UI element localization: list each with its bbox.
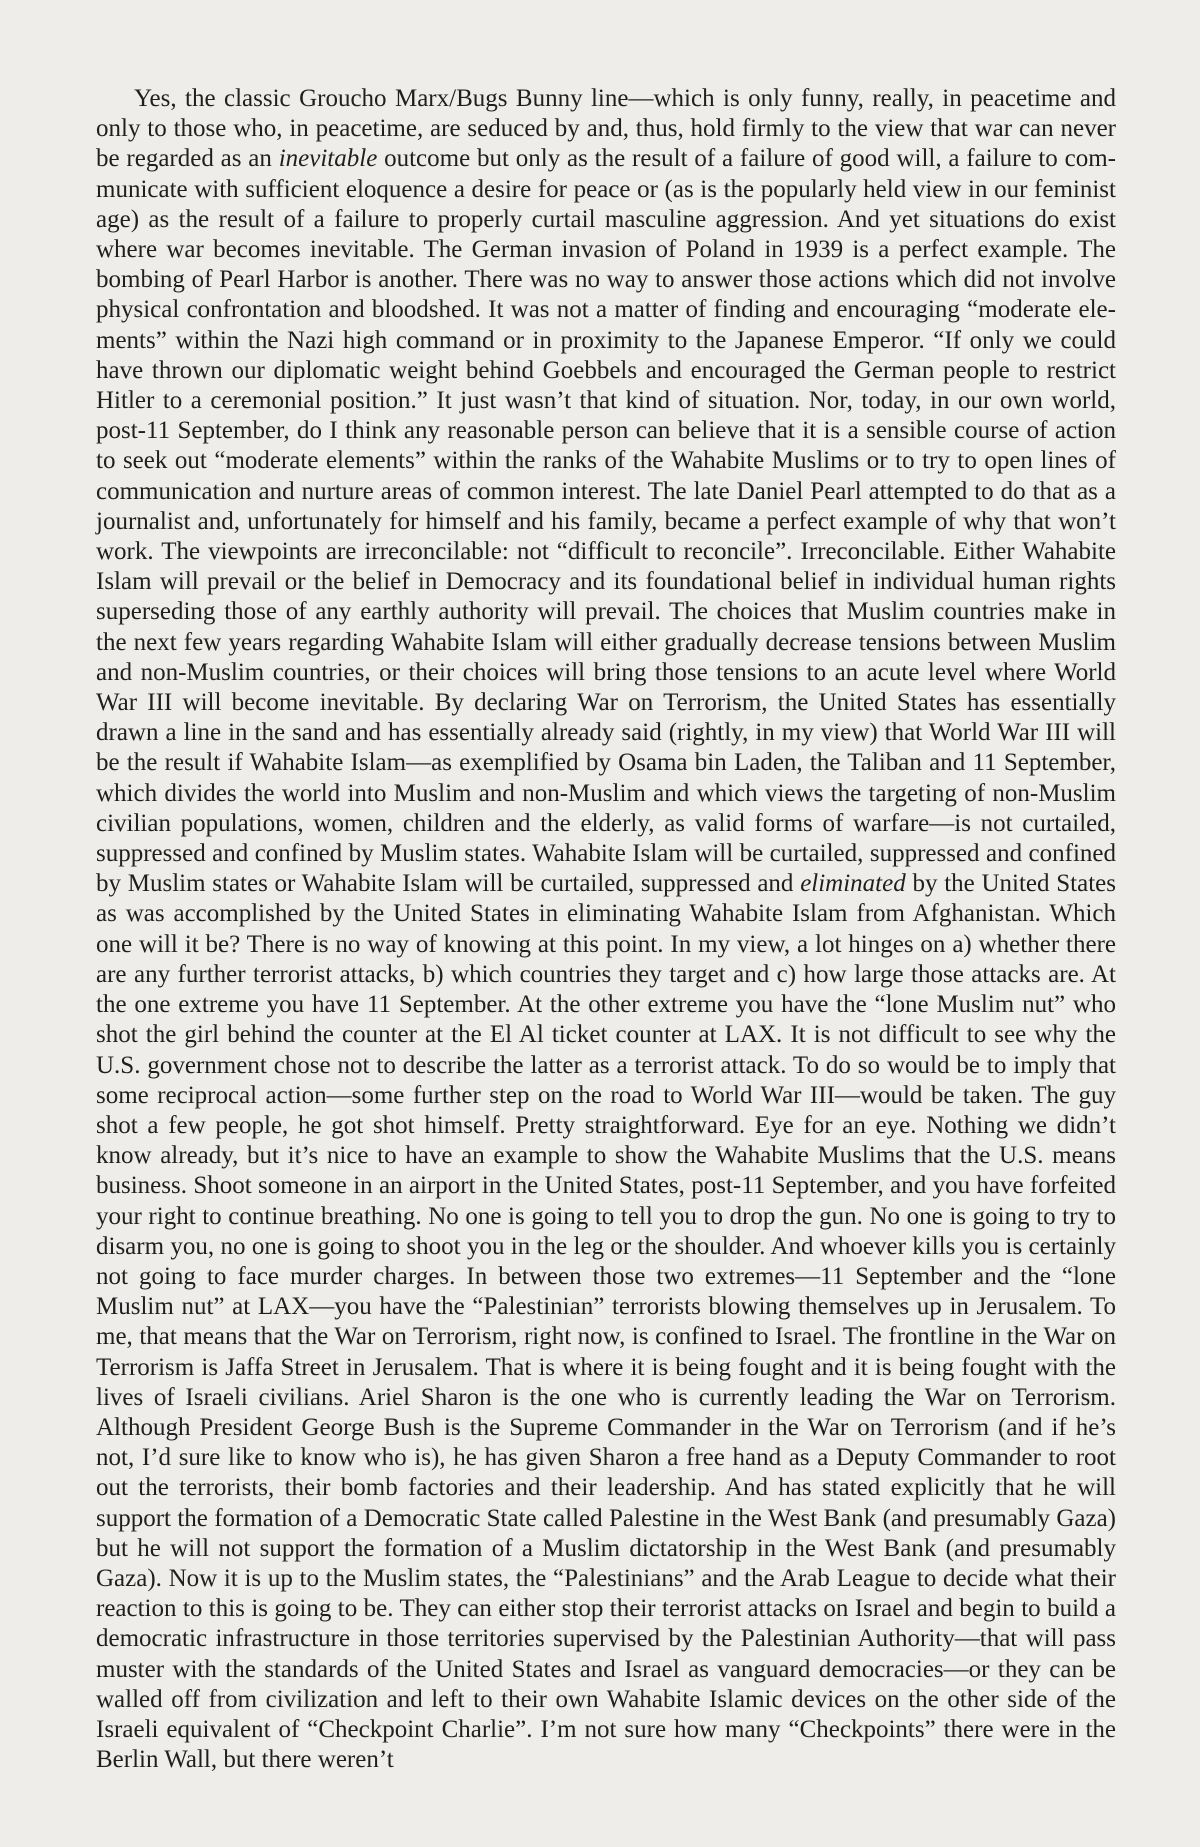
text-segment: outcome but only as the result of a failure of good will, a failure to communicate with sufficient eloquence a desire for peace or (as is the popularly held view in our feminist age) as the result of a failure to properly curtail masculine aggression. And yet situations do exist where war becomes inevitable. The German invasion of Poland in 1939 is a perfect example. The bombing of Pearl Harbor is another. There was no way to answer those actions which did not involve physical confrontation and bloodshed. It was not a matter of finding and encouraging “moderate elements” within the Nazi high command or in proximity to the Japanese Emperor. “If only we could have thrown our diplomatic weight behind Goebbels and encouraged the German people to restrict Hitler to a ceremonial position.” It just wasn’t that kind of situation. Nor, today, in our own world, post-11 September, do I think any reasonable person can believe that it is a sensible course of action to seek out “moderate elements” within the ranks of the Wahabite Muslims or to try to open lines of communication and nurture areas of common interest. The late Daniel Pearl attempted to do that as a journalist and, unfortunately for himself and his family, became a perfect example of why that won’t work. The viewpoints are irreconcilable: not “difficult to reconcile”. Irreconcilable. Either Wahabite Islam will prevail or the belief in Democracy and its foundational belief in individual human rights superseding those of any earthly authority will prevail. The choices that Muslim countries make in the next few years regarding Wahabite Islam will either gradually decrease tensions between Muslim and non-Muslim countries, or their choices will bring those tensions to an acute level where World War III will become inevitable. By declaring War on Terrorism, the United States has essentially drawn a line in the sand and has essentially already said (rightly, in my view) that World War III will be the result if Wahabite Islam—as exemplified by Osama bin Laden, the Taliban and 11 September, which divides the world into Muslim and non-Muslim and which views the targeting of non-Muslim civilian populations, women, children and the elderly, as valid forms of warfare—is not curtailed, suppressed and confined by Muslim states. Wahabite Islam will be curtailed, suppressed and confined by Muslim states or Wahabite Islam will be curtailed, suppressed and bbox=[96, 145, 1116, 898]
italic-emphasis: eliminated bbox=[800, 870, 906, 898]
text-segment: by the United States as was accomplished by the United States in eliminating Wahabite Islam from Afghanistan. Which one will it be? There is no way of knowing at this point. In my view, a lot hinges on a) whether there are any further terrorist attacks, b) which countries they target and c) how large those attacks are. At the one extreme you have 11 September. At the other extreme you have the “lone Muslim nut” who shot the girl behind the counter at the El Al ticket counter at LAX. It is not difficult to see why the U.S. government chose not to describe the latter as a terrorist attack. To do so would be to imply that some reciprocal action—some further step on the road to World War III—would be taken. The guy shot a few people, he got shot himself. Pretty straightforward. Eye for an eye. Nothing we didn’t know already, but it’s nice to have an example to show the Wahabite Muslims that the U.S. means business. Shoot someone in an airport in the United States, post-11 September, and you have forfeited your right to continue breathing. No one is going to tell you to drop the gun. No one is going to try to disarm you, no one is going to shoot you in the leg or the shoulder. And whoever kills you is certainly not going to face murder charges. In between those two extremes—11 September and the “lone Muslim nut” at LAX—you have the “Palestinian” terrorists blowing themselves up in Jerusalem. To me, that means that the War on Terrorism, right now, is confined to Israel. The frontline in the War on Terrorism is Jaffa Street in Jerusalem. That is where it is being fought and it is being fought with the lives of Israeli civilians. Ariel Sharon is the one who is currently leading the War on Terrorism. Although President George Bush is the Supreme Commander in the War on Terrorism (and if he’s not, I’d sure like to know who is), he has given Sharon a free hand as a Deputy Commander to root out the terrorists, their bomb factories and their leadership. And has stated explicitly that he will support the formation of a Democratic State called Palestine in the West Bank (and presumably Gaza) but he will not support the formation of a Muslim dictatorship in the West Bank (and presumably Gaza). Now it is up to the Muslim states, the “Palestinians” and the Arab League to decide what their reaction to this is going to be. They can either stop their terrorist attacks on Israel and begin to build a democratic infrastructure in those territories supervised by the Palestinian Authority—that will pass muster with the standards of the United States and Israel as vanguard democracies—or they can be walled off from civilization and left to their own Wahabite Islamic devices on the other side of the Israeli equivalent of “Checkpoint Charlie”. I’m not sure how many “Checkpoints” there were in the Berlin Wall, but there weren’t bbox=[96, 870, 1116, 1774]
text-segment: Yes, the classic Groucho Marx/Bugs Bunny line—which is only funny, really, in peacetime and only to those who, in peacetime, are seduced by and, thus, hold firmly to the view that war can never be regarded as an bbox=[96, 85, 1116, 173]
body-paragraph bbox=[96, 84, 1116, 1775]
italic-emphasis: inevitable bbox=[278, 145, 378, 173]
